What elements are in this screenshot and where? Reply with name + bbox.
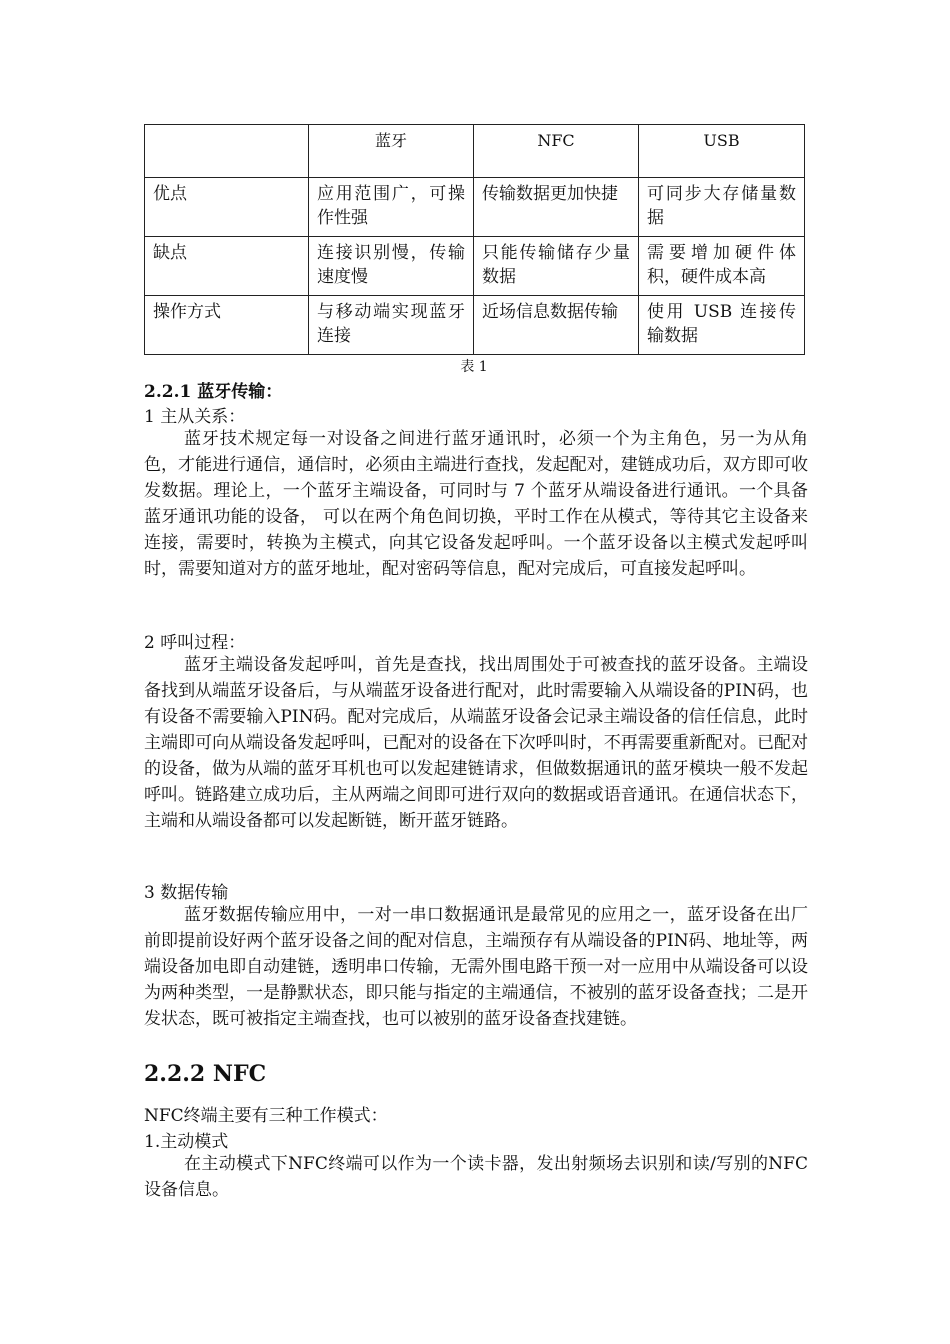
table-cell: 传输数据更加快捷 <box>474 178 639 237</box>
table-cell: 只能传输储存少量数据 <box>474 237 639 296</box>
paragraph-data-transfer: 蓝牙数据传输应用中，一对一串口数据通讯是最常见的应用之一，蓝牙设备在出厂前即提前设好两个蓝牙设备之间的配对信息，主端预存有从端设备的PIN码、地址等，两端设备加电即自动建链，透明串口传输，无需外围电路干预一对一应用中从端设备可以设为两种类型，一是静默状态，即只能与指定的主端通信，不被别的蓝牙设备查找；二是开发状态，既可被指定主端查找，也可以被别的蓝牙设备查找建链。 <box>144 905 808 1029</box>
table-row <box>145 296 805 355</box>
subheading-data-transfer: 3 数据传输 <box>144 883 229 903</box>
table-header-cell: 蓝牙 <box>309 125 474 178</box>
table-cell: 需要增加硬件体积，硬件成本高 <box>639 237 805 296</box>
table-row <box>145 178 805 237</box>
paragraph-active-mode: 在主动模式下NFC终端可以作为一个读卡器，发出射频场去识别和读/写别的NFC设备信息。 <box>144 1154 808 1200</box>
table-header-row <box>145 125 805 178</box>
table-cell: 优点 <box>145 178 309 237</box>
paragraph-master-slave: 蓝牙技术规定每一对设备之间进行蓝牙通讯时，必须一个为主角色，另一为从角色，才能进行通信，通信时，必须由主端进行查找，发起配对，建链成功后，双方即可收发数据。理论上，一个蓝牙主端设备，可同时与 7 个蓝牙从端设备进行通讯。一个具备蓝牙通讯功能的设备， 可以在两个角色间切换，平时工作在从模式，等待其它主设备来连接，需要时，转换为主模式，向其它设备发起呼叫。一个蓝牙设备以主模式发起呼叫时，需要知道对方的蓝牙地址，配对密码等信息，配对完成后，可直接发起呼叫。 <box>144 429 808 579</box>
table-row <box>145 237 805 296</box>
table-header-cell: USB <box>639 125 805 178</box>
table-cell: 应用范围广，可操作性强 <box>309 178 474 237</box>
table-header-cell <box>145 125 309 178</box>
table-cell: 使用 USB 连接传输数据 <box>639 296 805 355</box>
table-caption: 表 1 <box>460 359 488 375</box>
subheading-active-mode: 1.主动模式 <box>144 1132 229 1152</box>
table-cell: 连接识别慢，传输速度慢 <box>309 237 474 296</box>
table-cell: 操作方式 <box>145 296 309 355</box>
table-cell: 可同步大存储量数据 <box>639 178 805 237</box>
table-cell: 近场信息数据传输 <box>474 296 639 355</box>
subheading-master-slave: 1 主从关系： <box>144 407 246 427</box>
section-heading-bluetooth: 2.2.1 蓝牙传输： <box>144 382 283 402</box>
table-header-cell: NFC <box>474 125 639 178</box>
comparison-table <box>144 124 805 355</box>
table-cell: 缺点 <box>145 237 309 296</box>
paragraph-call-process: 蓝牙主端设备发起呼叫，首先是查找，找出周围处于可被查找的蓝牙设备。主端设备找到从端蓝牙设备后，与从端蓝牙设备进行配对，此时需要输入从端设备的PIN码，也有设备不需要输入PIN码。配对完成后，从端蓝牙设备会记录主端设备的信任信息，此时主端即可向从端设备发起呼叫，已配对的设备在下次呼叫时，不再需要重新配对。已配对的设备，做为从端的蓝牙耳机也可以发起建链请求，但做数据通讯的蓝牙模块一般不发起呼叫。链路建立成功后，主从两端之间即可进行双向的数据或语音通讯。在通信状态下，主端和从端设备都可以发起断链，断开蓝牙链路。 <box>144 655 808 831</box>
subheading-call-process: 2 呼叫过程： <box>144 633 246 653</box>
nfc-intro: NFC终端主要有三种工作模式： <box>144 1106 388 1126</box>
table-cell: 与移动端实现蓝牙连接 <box>309 296 474 355</box>
section-heading-nfc: 2.2.2 NFC <box>144 1061 267 1087</box>
